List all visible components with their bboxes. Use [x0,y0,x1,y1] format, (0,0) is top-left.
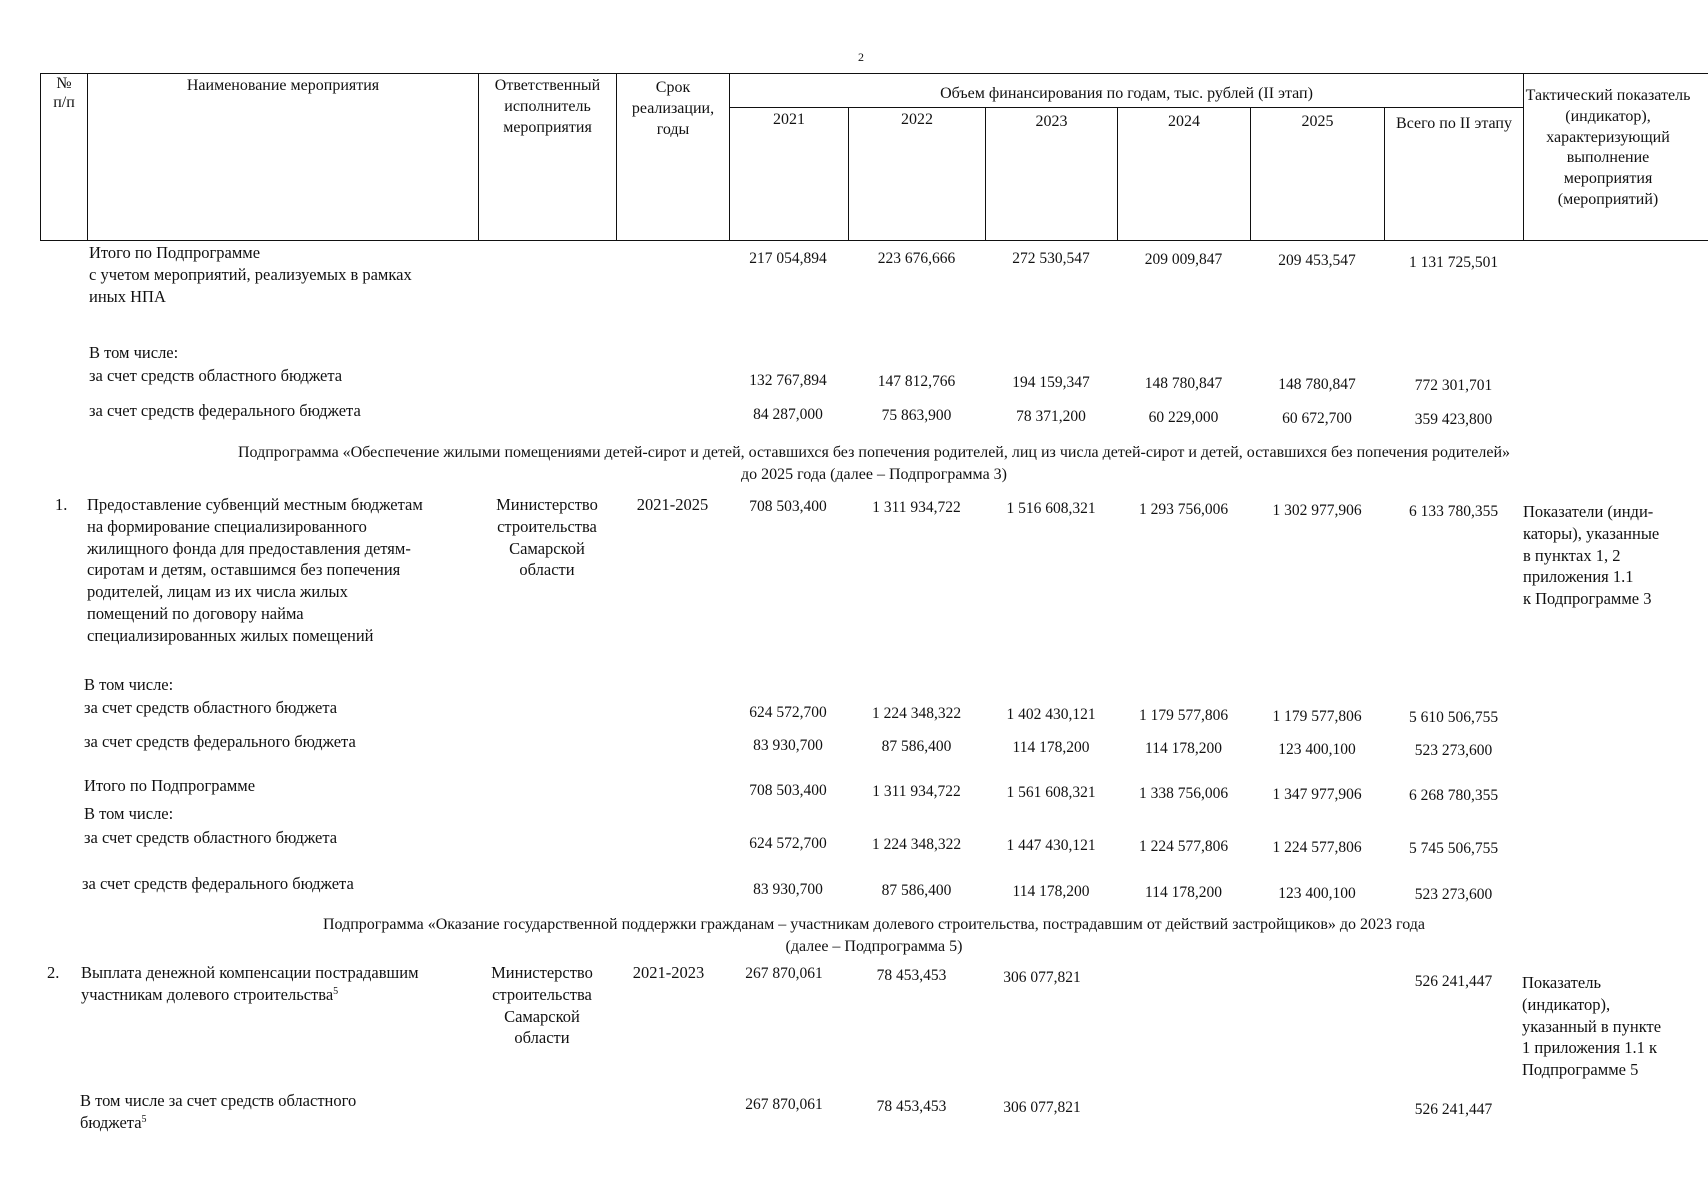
cell-value: 194 159,347 [1012,374,1090,391]
row-federal-label: за счет средств федерального бюджета [89,401,361,420]
cell-value: 1 224 348,322 [871,836,962,853]
cell-value: 1 347 977,906 [1272,786,1362,803]
cell-value: 147 812,766 [877,373,956,390]
divider [87,73,88,241]
row-regional-label: за счет средств областного бюджета [89,366,343,385]
cell-value: 526 241,447 [1414,973,1493,990]
header-total: Всего по II этапу [1396,115,1512,132]
cell-value: 209 453,547 [1278,252,1356,269]
cell-value: 523 273,600 [1414,886,1493,903]
item-executor: Министерство строительства Самарской области [496,495,598,580]
header-no: № п/п [53,75,75,112]
cell-value: 114 178,200 [1145,740,1222,757]
row-regional-label: за счет средств областного бюджета [84,698,338,717]
cell-value: 83 930,700 [753,881,823,898]
item-term: 2021-2025 [636,495,709,514]
cell-value: 78 371,200 [1016,408,1086,425]
header-year-2024: 2024 [1168,113,1200,130]
page-number: 2 [858,50,864,64]
item-name: Выплата денежной компенсации пострадавшим участникам долевого строительства$^5$ [81,963,419,1004]
cell-value: 772 301,701 [1414,377,1493,394]
cell-value: 306 077,821 [1003,969,1081,986]
cell-value: 708 503,400 [749,498,827,515]
header-year-2021: 2021 [773,111,805,128]
header-year-2023: 2023 [1035,113,1068,130]
cell-value: 526 241,447 [1414,1101,1493,1118]
item-name: Предоставление субвенций местным бюджетам на формирование специализированного жилищного фонда для предоставления детям- сиротам и детям, оставшимся без попечения родителей, лицам из их числа жилых помещений по договору найма специализированных жилых помещений [87,495,423,645]
cell-value: 1 447 430,121 [1006,837,1096,854]
cell-value: 114 178,200 [1012,883,1090,900]
including-label: В том числе: [84,804,174,823]
cell-value: 1 293 756,006 [1138,501,1229,518]
cell-value: 148 780,847 [1144,375,1223,392]
cell-value: 78 453,453 [876,1098,947,1115]
cell-value: 267 870,061 [745,965,823,982]
footnote-mark: 5 [333,985,339,997]
header-term: Срок реализации, годы [631,79,715,138]
cell-value: 1 224 577,806 [1272,839,1362,856]
cell-value: 84 287,000 [753,406,823,423]
subprogram-5-title-cont: (далее – Подпрограмма 5) [785,938,963,955]
cell-value: 87 586,400 [881,882,952,899]
row-total-label: Итого по Подпрограмме с учетом мероприятий, реализуемых в рамках иных НПА [89,243,412,306]
cell-value: 359 423,800 [1414,411,1493,428]
item-indicator: Показатели (инди- каторы), указанные в пунктах 1, 2 приложения 1.1 к Подпрограмме 3 [1523,502,1660,609]
subprogram-5-title: Подпрограмма «Оказание государственной поддержки гражданам – участникам долевого строительства, пострадавшим от действий застройщиков» до 2023 года [323,916,1425,933]
cell-value: 83 930,700 [753,737,823,754]
cell-value: 306 077,821 [1003,1099,1081,1116]
including-label: В том числе: [89,343,179,362]
cell-value: 87 586,400 [881,738,952,755]
cell-value: 60 672,700 [1282,410,1352,427]
divider [729,107,1523,108]
cell-value: 267 870,061 [745,1096,823,1113]
cell-value: 1 179 577,806 [1138,707,1229,724]
cell-value: 60 229,000 [1148,409,1219,426]
row-federal-label: за счет средств федерального бюджета [82,874,354,893]
item-indicator: Показатель (индикатор), указанный в пункте 1 приложения 1.1 к Подпрограмме 5 [1522,973,1662,1080]
row-regional-label: за счет средств областного бюджета [84,828,338,847]
cell-value: 1 302 977,906 [1272,502,1362,519]
header-year-2022: 2022 [901,111,933,128]
subprogram-3-title: Подпрограмма «Обеспечение жилыми помещениями детей-сирот и детей, оставшихся без попечения родителей, лиц из числа детей-сирот и детей, оставшихся без попечения родителей» [237,444,1511,461]
cell-value: 1 179 577,806 [1272,708,1362,725]
header-top-border [40,73,1708,74]
cell-value: 272 530,547 [1012,250,1090,267]
cell-value: 1 131 725,501 [1408,254,1499,271]
item-number: 2. [47,963,60,982]
header-name: Наименование мероприятия [186,77,380,94]
cell-value: 624 572,700 [749,835,827,852]
cell-value: 209 009,847 [1144,251,1223,268]
item-executor: Министерство строительства Самарской области [491,963,593,1048]
cell-value: 1 224 348,322 [871,705,962,722]
cell-value: 624 572,700 [749,704,827,721]
cell-value: 5 610 506,755 [1408,709,1499,726]
header-executor: Ответственный исполнитель мероприятия [494,77,601,136]
cell-value: 1 561 608,321 [1006,784,1096,801]
cell-value: 6 133 780,355 [1408,503,1499,520]
cell-value: 1 516 608,321 [1006,500,1096,517]
cell-value: 1 311 934,722 [872,783,961,800]
cell-value: 523 273,600 [1414,742,1493,759]
cell-value: 78 453,453 [876,967,947,984]
cell-value: 223 676,666 [877,250,956,267]
including-label: В том числе: [84,675,174,694]
row-regional-label: В том числе за счет средств областного бюджета$^5$ [80,1091,357,1132]
cell-value: 1 402 430,121 [1006,706,1096,723]
cell-value: 6 268 780,355 [1408,787,1499,804]
cell-value: 114 178,200 [1012,739,1090,756]
footnote-mark: 5 [141,1113,147,1125]
cell-value: 132 767,894 [749,372,827,389]
header-year-2025: 2025 [1301,113,1334,130]
cell-value: 1 311 934,722 [872,499,961,516]
item-term: 2021-2023 [632,963,705,982]
cell-value: 5 745 506,755 [1408,840,1499,857]
subprogram-3-title-cont: до 2025 года (далее – Подпрограмма 3) [740,466,1007,483]
cell-value: 1 338 756,006 [1138,785,1229,802]
item-number: 1. [55,495,68,514]
header-indicator: Тактический показатель (индикатор), характеризующий выполнение мероприятия (мероприятий) [1525,87,1691,208]
row-federal-label: за счет средств федерального бюджета [84,732,356,751]
cell-value: 75 863,900 [881,407,952,424]
header-funding: Объем финансирования по годам, тыс. рублей (II этап) [940,85,1313,102]
row-total-label: Итого по Подпрограмме [84,776,256,795]
cell-value: 123 400,100 [1278,741,1356,758]
cell-value: 123 400,100 [1278,885,1356,902]
cell-value: 114 178,200 [1145,884,1222,901]
cell-value: 148 780,847 [1278,376,1356,393]
cell-value: 1 224 577,806 [1138,838,1229,855]
cell-value: 217 054,894 [749,250,827,267]
cell-value: 708 503,400 [749,782,827,799]
